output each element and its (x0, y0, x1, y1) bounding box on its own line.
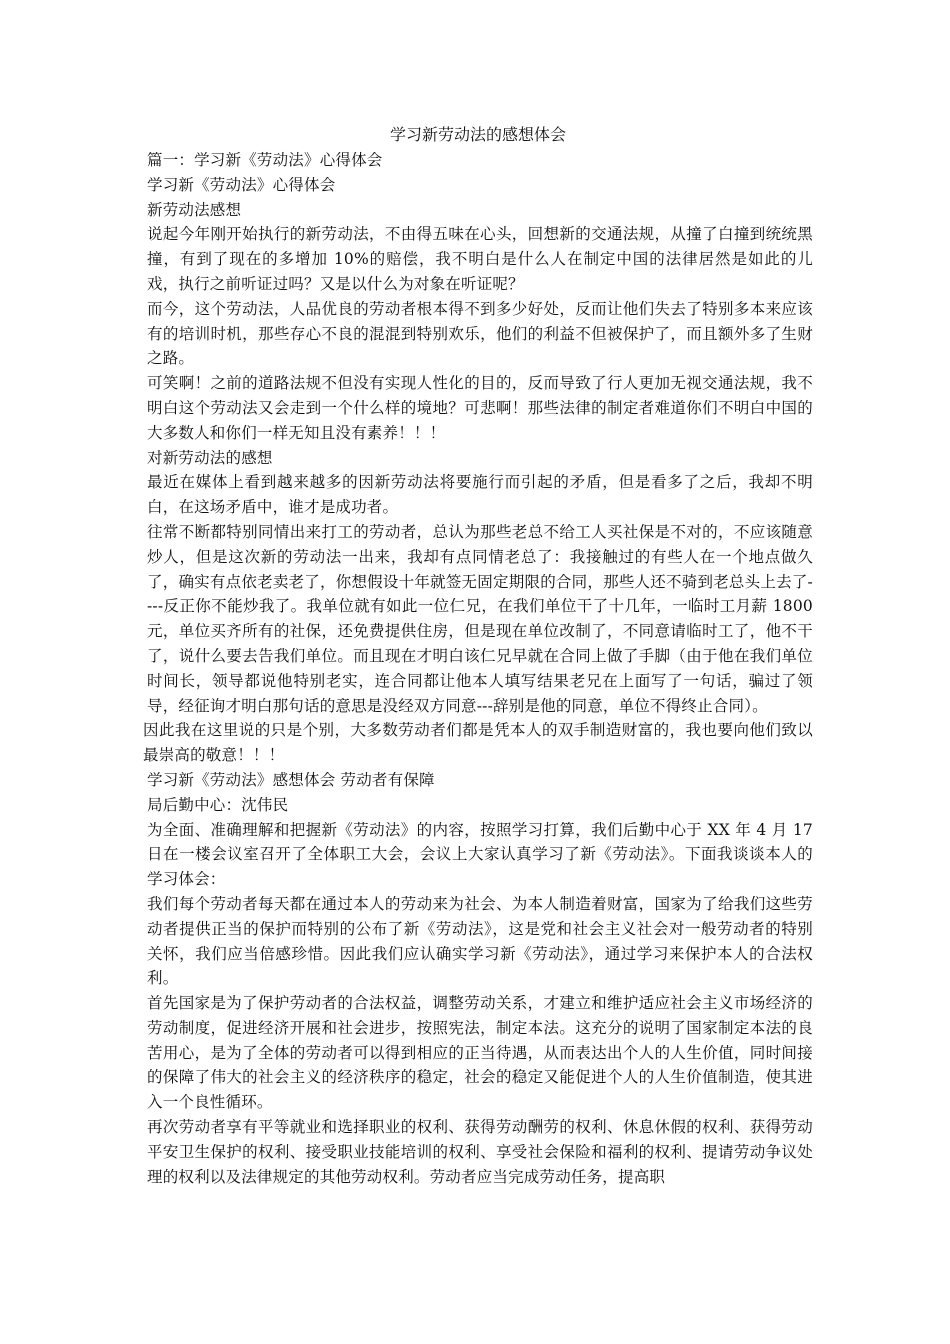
paragraph-8: 最近在媒体上看到越来越多的因新劳动法将要施行而引起的矛盾，但是看多了之后，我却不明白，在这场矛盾中，谁才是成功者。 (147, 473, 813, 517)
paragraph-5: 而今，这个劳动法，人品优良的劳动者根本得不到多少好处，反而让他们失去了特别多本来应该有的培训时机，那些存心不良的混混到特别欢乐，他们的利益不但被保护了，而且额外多了生财之路。 (147, 299, 813, 368)
paragraph-3: 新劳动法感想 (147, 200, 242, 219)
paragraph-16: 再次劳动者享有平等就业和选择职业的权利、获得劳动酬劳的权利、休息休假的权利、获得劳动平安卫生保护的权利、接受职业技能培训的权利、享受社会保险和福利的权利、提请劳动争议处理的权利以及法律规定的其他劳动权利。劳动者应当完成劳动任务，提高职 (147, 1118, 813, 1186)
paragraph-13: 为全面、准确理解和把握新《劳动法》的内容，按照学习打算，我们后勤中心于 XX 年 4 月 17 日在一楼会议室召开了全体职工大会，会议上大家认真学习了新《劳动法》。下面我谈谈本人的学习体会： (147, 820, 813, 889)
paragraph-10: 因此我在这里说的只是个别，大多数劳动者们都是凭本人的双手制造财富的，我也要向他们致以最崇高的敬意！！！ (143, 721, 813, 765)
paragraph-1: 篇一：学习新《劳动法》心得体会 (147, 151, 383, 169)
document-body (143, 122, 813, 1189)
paragraph-14: 我们每个劳动者每天都在通过本人的劳动来为社会、为本人制造着财富，国家为了给我们这些劳动者提供正当的保护而特别的公布了新《劳动法》，这是党和社会主义社会对一般劳动者的特别关怀，我们应当倍感珍惜。因此我们应认确实学习新《劳动法》，通过学习来保护本人的合法权利。 (147, 894, 813, 988)
paragraph-2: 学习新《劳动法》心得体会 (147, 175, 336, 194)
document-title: 学习新劳动法的感想体会 (389, 125, 566, 144)
paragraph-7: 对新劳动法的感想 (147, 448, 273, 467)
paragraph-6: 可笑啊！之前的道路法规不但没有实现人性化的目的，反而导致了行人更加无视交通法规，我不明白这个劳动法又会走到一个什么样的境地？可悲啊！那些法律的制定者难道你们不明白中国的大多数人和你们一样无知且没有素养！！！ (147, 374, 813, 442)
paragraph-15: 首先国家是为了保护劳动者的合法权益，调整劳动关系，才建立和维护适应社会主义市场经济的劳动制度，促进经济开展和社会进步，按照宪法，制定本法。这充分的说明了国家制定本法的良苦用心，是为了全体的劳动者可以得到相应的正当待遇，从而表达出个人的人生价值，同时间接的保障了伟大的社会主义的经济秩序的稳定，社会的稳定又能促进个人的人生价值制造，使其进入一个良性循环。 (147, 994, 813, 1112)
paragraph-9: 往常不断都特别同情出来打工的劳动者，总认为那些老总不给工人买社保是不对的，不应该随意炒人，但是这次新的劳动法一出来，我却有点同情老总了：我接触过的有些人在一个地点做久了，确实有点依老卖老了，你想假设十年就签无固定期限的合同，那些人还不骑到老总头上去了----反正你不能炒我了。我单位就有如此一位仁兄，在我们单位干了十几年，一临时工月薪 1800 元，单位买齐所有的社保，还免费提供住房，但是现在单位改制了，不同意请临时工了，他不干了，说什么要去告我们单位。而且现在才明白该仁兄早就在合同上做了手脚（由于他在我们单位时间长，领导都说他特别老实，连合同都让他本人填写结果老兄在上面写了一句话，骗过了领导，经征询才明白那句话的意思是没经双方同意---辞别是他的同意，单位不得终止合同）。 (147, 522, 813, 715)
paragraph-12: 局后勤中心：沈伟民 (147, 795, 289, 814)
paragraph-11: 学习新《劳动法》感想体会 劳动者有保障 (147, 770, 435, 789)
paragraph-4: 说起今年刚开始执行的新劳动法，不由得五味在心头，回想新的交通法规，从撞了白撞到统统黑撞，有到了现在的多增加 10%的赔偿，我不明白是什么人在制定中国的法律居然是如此的儿戏，执行之前听证过吗？又是以什么为对象在听证呢？ (147, 225, 813, 293)
